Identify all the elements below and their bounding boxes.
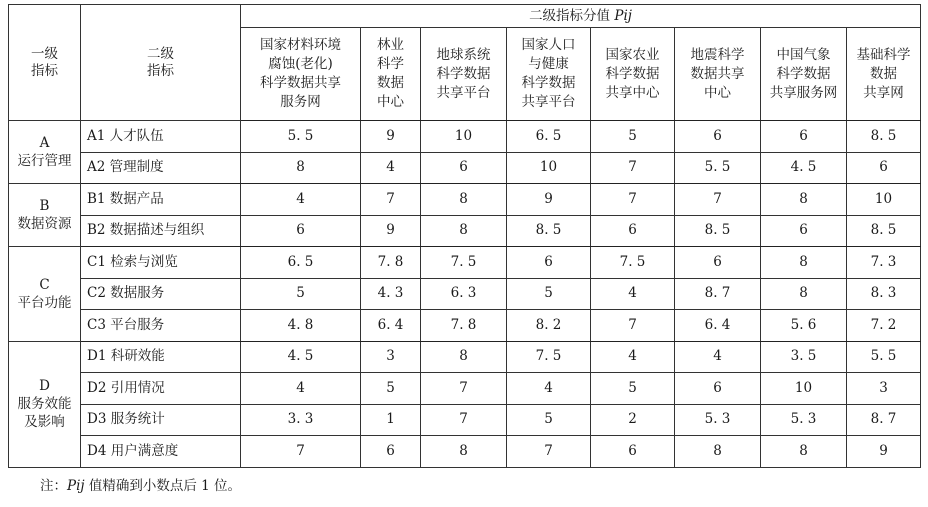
score-cell: 6 — [675, 373, 761, 405]
score-cell: 4 — [591, 278, 675, 310]
score-cell: 6 — [675, 247, 761, 279]
score-cell: 7 — [421, 373, 507, 405]
level2-indicator: D3 服务统计 — [81, 404, 241, 436]
score-cell: 5. 6 — [761, 310, 847, 342]
score-cell: 3 — [361, 341, 421, 373]
header-platform-8: 基础科学 数据 共享网 — [847, 28, 921, 121]
score-cell: 8 — [421, 436, 507, 468]
score-cell: 10 — [421, 121, 507, 153]
table-row — [9, 152, 921, 184]
level2-indicator: A1 人才队伍 — [81, 121, 241, 153]
header-platform-1: 国家材料环境 腐蚀(老化) 科学数据共享 服务网 — [241, 28, 361, 121]
table-row — [9, 278, 921, 310]
score-cell: 6. 4 — [675, 310, 761, 342]
score-cell: 4 — [241, 184, 361, 216]
score-cell: 6 — [761, 121, 847, 153]
level2-indicator: C3 平台服务 — [81, 310, 241, 342]
score-cell: 9 — [507, 184, 591, 216]
score-cell: 7. 5 — [421, 247, 507, 279]
header-platform-2: 林业 科学 数据 中心 — [361, 28, 421, 121]
score-cell: 8 — [421, 341, 507, 373]
score-cell: 6. 4 — [361, 310, 421, 342]
footnote-variable: Pij — [67, 478, 85, 494]
score-table — [8, 4, 921, 468]
score-cell: 8 — [761, 184, 847, 216]
score-cell: 6. 3 — [421, 278, 507, 310]
score-cell: 8. 7 — [847, 404, 921, 436]
score-cell: 7 — [241, 436, 361, 468]
score-cell: 5 — [507, 404, 591, 436]
score-cell: 6 — [847, 152, 921, 184]
score-cell: 5 — [591, 373, 675, 405]
table-row — [9, 215, 921, 247]
header-platform-7: 中国气象 科学数据 共享服务网 — [761, 28, 847, 121]
level1-indicator: C 平台功能 — [9, 247, 81, 342]
score-cell: 4. 5 — [241, 341, 361, 373]
score-cell: 8 — [761, 278, 847, 310]
score-cell: 7. 8 — [361, 247, 421, 279]
score-cell: 8 — [421, 215, 507, 247]
score-cell: 8. 5 — [675, 215, 761, 247]
table-row — [9, 310, 921, 342]
score-cell: 6 — [507, 247, 591, 279]
score-cell: 4. 8 — [241, 310, 361, 342]
score-cell: 7 — [675, 184, 761, 216]
score-cell: 4 — [241, 373, 361, 405]
score-cell: 7 — [361, 184, 421, 216]
score-cell: 6 — [361, 436, 421, 468]
level2-indicator: D2 引用情况 — [81, 373, 241, 405]
score-cell: 5. 5 — [241, 121, 361, 153]
score-cell: 5 — [507, 278, 591, 310]
table-row — [9, 404, 921, 436]
score-cell: 7. 5 — [591, 247, 675, 279]
level1-indicator: D 服务效能 及影响 — [9, 341, 81, 467]
score-cell: 6 — [421, 152, 507, 184]
table-row — [9, 184, 921, 216]
score-cell: 7 — [507, 436, 591, 468]
table-row — [9, 121, 921, 153]
score-cell: 6. 5 — [241, 247, 361, 279]
header-platform-5: 国家农业 科学数据 共享中心 — [591, 28, 675, 121]
score-cell: 8. 5 — [507, 215, 591, 247]
score-cell: 8. 5 — [847, 121, 921, 153]
score-cell: 4 — [675, 341, 761, 373]
score-cell: 9 — [361, 121, 421, 153]
score-cell: 4 — [361, 152, 421, 184]
score-cell: 6 — [761, 215, 847, 247]
score-cell: 6. 5 — [507, 121, 591, 153]
score-cell: 6 — [241, 215, 361, 247]
level2-indicator: C2 数据服务 — [81, 278, 241, 310]
score-cell: 7. 5 — [507, 341, 591, 373]
score-cell: 6 — [591, 436, 675, 468]
score-cell: 5. 5 — [847, 341, 921, 373]
score-cell: 8. 5 — [847, 215, 921, 247]
level2-indicator: A2 管理制度 — [81, 152, 241, 184]
score-cell: 8. 3 — [847, 278, 921, 310]
score-cell: 10 — [507, 152, 591, 184]
score-cell: 8 — [675, 436, 761, 468]
score-cell: 7. 8 — [421, 310, 507, 342]
score-cell: 5. 3 — [675, 404, 761, 436]
score-cell: 7. 2 — [847, 310, 921, 342]
header-platform-6: 地震科学 数据共享 中心 — [675, 28, 761, 121]
header-level1: 一级 指标 — [9, 5, 81, 121]
level1-indicator: A 运行管理 — [9, 121, 81, 184]
table-footnote — [40, 477, 241, 495]
score-cell: 4. 5 — [761, 152, 847, 184]
score-cell: 5. 3 — [761, 404, 847, 436]
score-cell: 4 — [591, 341, 675, 373]
score-cell: 7 — [591, 310, 675, 342]
score-table-container — [8, 4, 920, 468]
score-cell: 1 — [361, 404, 421, 436]
table-row — [9, 247, 921, 279]
table-row — [9, 341, 921, 373]
score-cell: 5 — [591, 121, 675, 153]
header-platform-3: 地球系统 科学数据 共享平台 — [421, 28, 507, 121]
level2-indicator: B1 数据产品 — [81, 184, 241, 216]
score-cell: 7. 3 — [847, 247, 921, 279]
score-cell: 7 — [421, 404, 507, 436]
header-level2: 二级 指标 — [81, 5, 241, 121]
score-cell: 9 — [847, 436, 921, 468]
score-cell: 8 — [761, 247, 847, 279]
score-cell: 10 — [761, 373, 847, 405]
table-row — [9, 373, 921, 405]
header-score-group — [241, 5, 921, 28]
score-cell: 7 — [591, 152, 675, 184]
table-row — [9, 436, 921, 468]
level1-indicator: B 数据资源 — [9, 184, 81, 247]
score-cell: 3 — [847, 373, 921, 405]
level2-indicator: D4 用户满意度 — [81, 436, 241, 468]
score-cell: 8 — [761, 436, 847, 468]
score-cell: 5 — [361, 373, 421, 405]
score-cell: 2 — [591, 404, 675, 436]
score-cell: 4 — [507, 373, 591, 405]
header-row-top — [9, 5, 921, 28]
header-platform-4: 国家人口 与健康 科学数据 共享平台 — [507, 28, 591, 121]
score-cell: 3. 5 — [761, 341, 847, 373]
level2-indicator: D1 科研效能 — [81, 341, 241, 373]
score-cell: 7 — [591, 184, 675, 216]
score-cell: 3. 3 — [241, 404, 361, 436]
footnote-text: 值精确到小数点后 1 位。 — [84, 478, 242, 494]
score-cell: 8 — [241, 152, 361, 184]
score-cell: 8. 7 — [675, 278, 761, 310]
score-cell: 6 — [675, 121, 761, 153]
score-cell: 5. 5 — [675, 152, 761, 184]
footnote-prefix: 注： — [40, 478, 67, 494]
score-cell: 9 — [361, 215, 421, 247]
header-score-group-variable: Pij — [614, 7, 632, 24]
score-cell: 5 — [241, 278, 361, 310]
level2-indicator: C1 检索与浏览 — [81, 247, 241, 279]
score-cell: 4. 3 — [361, 278, 421, 310]
header-score-group-label: 二级指标分值 — [529, 7, 615, 24]
score-cell: 6 — [591, 215, 675, 247]
level2-indicator: B2 数据描述与组织 — [81, 215, 241, 247]
score-cell: 8 — [421, 184, 507, 216]
score-cell: 10 — [847, 184, 921, 216]
score-cell: 8. 2 — [507, 310, 591, 342]
